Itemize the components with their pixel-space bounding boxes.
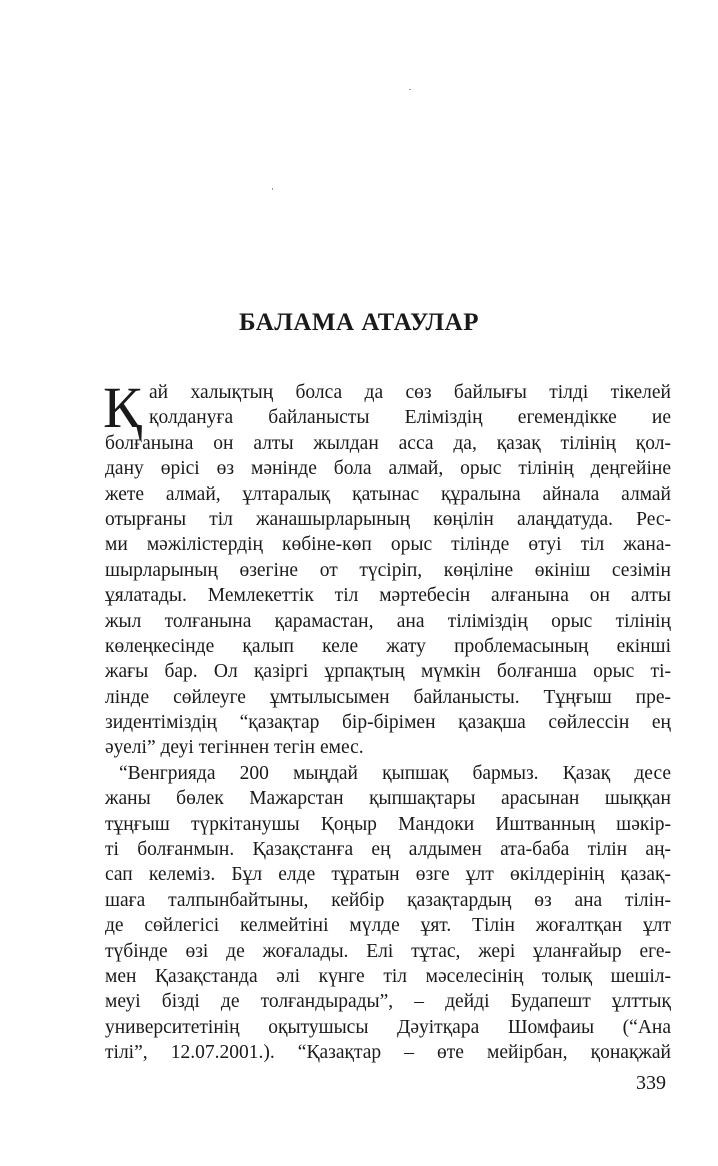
text-line: меуі бізді де толғандырады”, – дейді Будапешт ұлттық <box>105 991 671 1013</box>
drop-cap: Қ <box>103 375 142 440</box>
text-line: ай халықтың болса да сөз байлығы тілді тікелей <box>149 382 671 403</box>
text-line: қолдануға байланысты Еліміздің егемендікке ие <box>149 407 671 429</box>
text-line: жете алмай, ұлтаралық қатынас құралына айнала алмай <box>105 483 671 505</box>
text-line: “Венгрияда 200 мыңдай қыпшақ бармыз. Қазақ десе <box>119 762 671 784</box>
text-line: түбінде өзі де жоғалады. Елі тұтас, жері ұланғайыр еге- <box>105 940 671 962</box>
text-line: дану өрісі өз мәнінде бола алмай, орыс тілінің деңгейіне <box>105 458 671 480</box>
text-line: сап келеміз. Бұл елде тұратын өзге ұлт өкілдерінің қазақ- <box>105 864 671 886</box>
scan-speck <box>272 188 273 190</box>
scan-speck <box>409 89 411 90</box>
text-line: зидентіміздің “қазақтар бір-бірімен қазақша сөйлессін ең <box>105 712 671 734</box>
text-line: тұңғыш түркітанушы Қоңыр Мандоки Иштванның шәкір- <box>105 813 671 835</box>
text-line: ұялатады. Мемлекеттік тіл мәртебесін алғанына он алты <box>105 585 671 607</box>
text-line: жыл толғанына қарамастан, ана тіліміздің орыс тілінің <box>105 610 671 632</box>
text-line: шырларының өзегіне от түсіріп, көңіліне өкініш сезімін <box>105 559 671 581</box>
text-line: де сөйлегісі келмейтіні мүлде ұят. Тілін жоғалтқан ұлт <box>105 915 671 937</box>
text-line: шаға талпынбайтыны, кейбір қазақтардың өз ана тілін- <box>105 889 671 911</box>
body-text <box>103 375 671 1066</box>
text-line: әуелі” деуі тегіннен тегін емес. <box>105 737 364 759</box>
text-line: университетінің оқытушысы Дәуітқара Шомфаиы (“Ана <box>105 1016 671 1038</box>
text-line: ті болғанмын. Қазақстанға ең алдымен ата-баба тілін аң- <box>105 839 671 861</box>
text-line: мен Қазақстанда әлі күнге тіл мәселесінің толық шешіл- <box>105 965 671 987</box>
text-line: болғанына он алты жылдан асса да, қазақ тілінің қол- <box>105 432 671 454</box>
text-line: отырғаны тіл жанашырларының көңілін алаңдатуда. Рес- <box>105 508 671 530</box>
text-line: лінде сөйлеуге ұмтылысымен байланысты. Тұңғыш пре- <box>105 686 671 708</box>
page-number: 339 <box>636 1072 666 1094</box>
chapter-heading: БАЛАМА АТАУЛАР <box>239 309 479 336</box>
text-line: тілі”, 12.07.2001.). “Қазақтар – өте мейірбан, қонақжай <box>105 1042 671 1064</box>
text-line: жағы бар. Ол қазіргі ұрпақтың мүмкін болғанша орыс ті- <box>105 661 671 683</box>
text-line: ми мәжілістердің көбіне-көп орыс тілінде өтуі тіл жана- <box>105 534 671 556</box>
text-line: көлеңкесінде қалып келе жату проблемасының екінші <box>105 635 671 657</box>
text-line: жаны бөлек Мажарстан қыпшақтары арасынан шыққан <box>105 788 671 810</box>
